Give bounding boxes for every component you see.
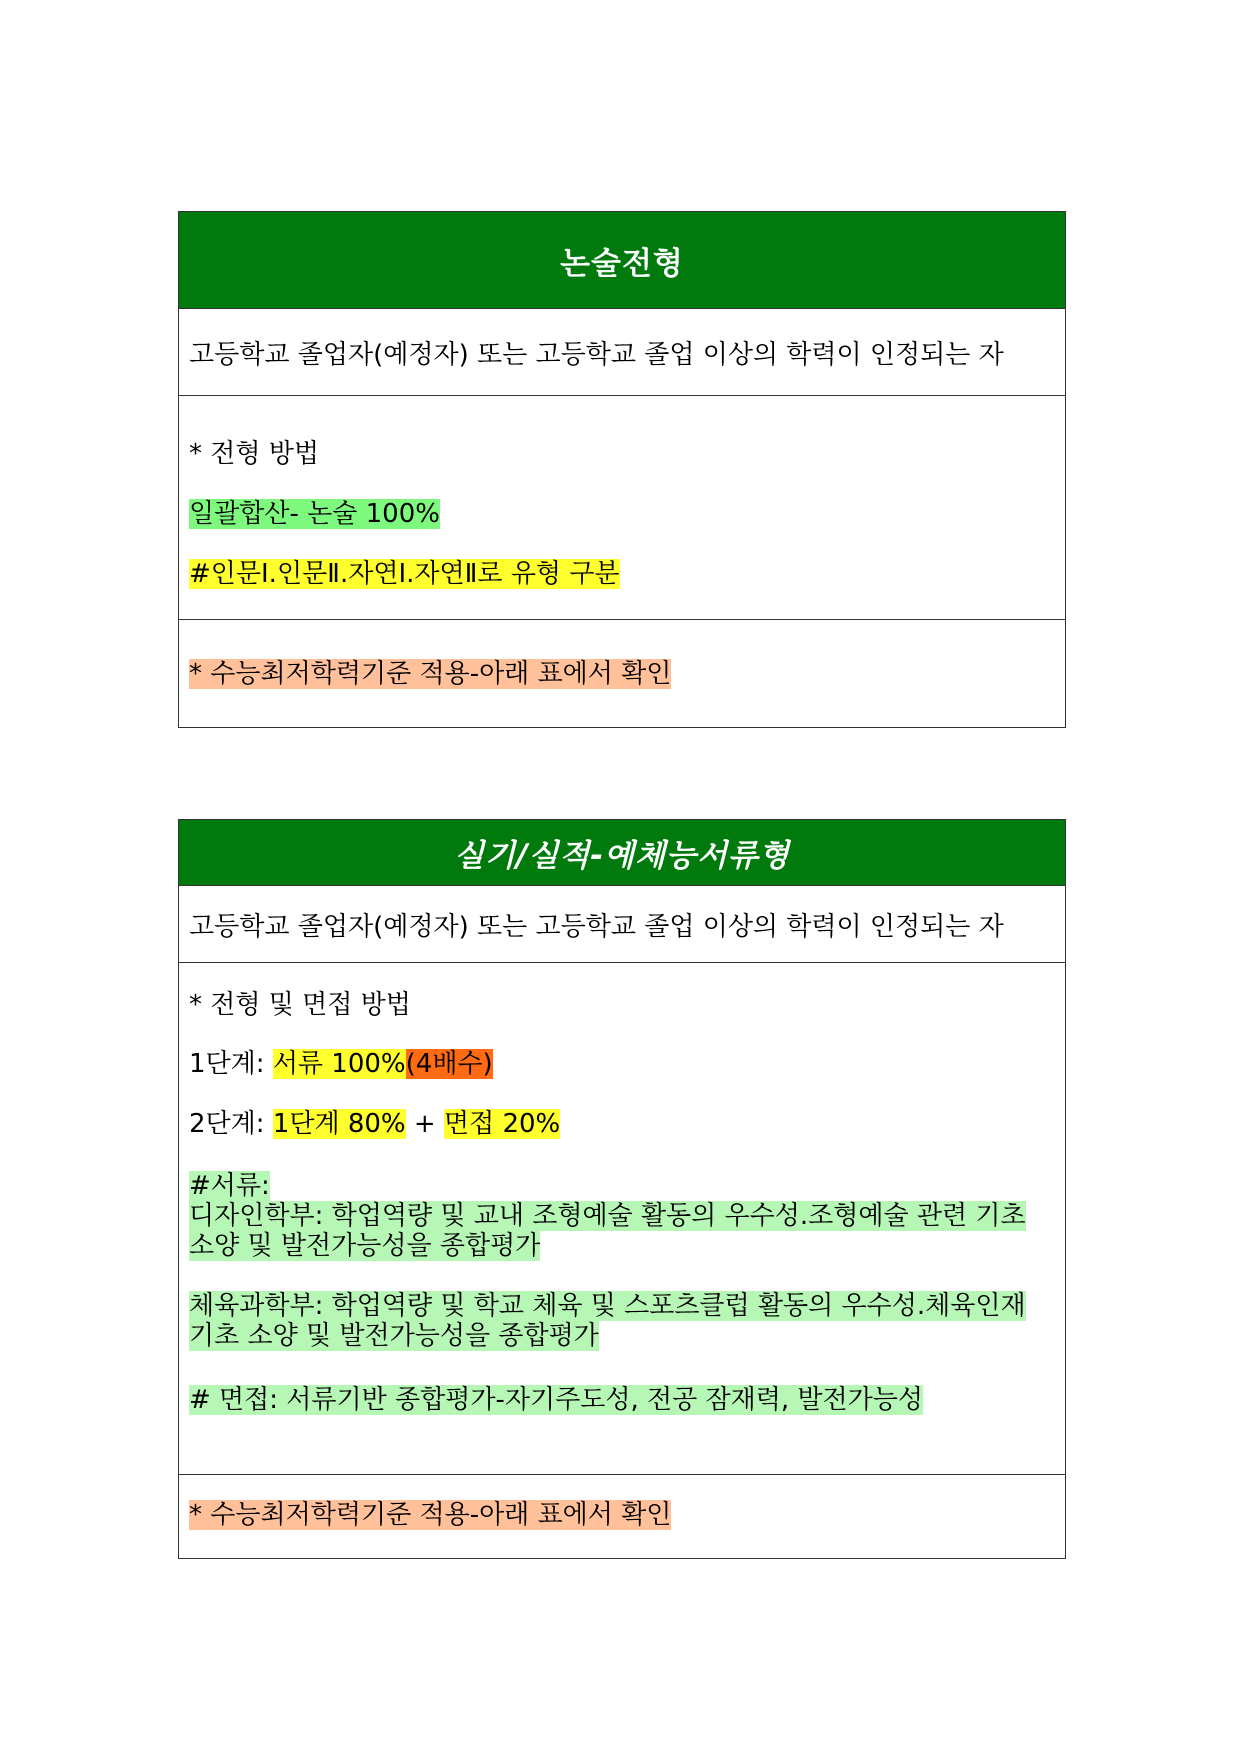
silgi-stage2-plus: + <box>405 1109 444 1139</box>
silgi-docs-design: 디자인학부: 학업역량 및 교내 조형예술 활동의 우수성.조형예술 관련 기초 소양 및 발전가능성을 종합평가 <box>189 1201 1026 1261</box>
nonsul-method-line2: #인문Ⅰ.인문Ⅱ.자연Ⅰ.자연Ⅱ로 유형 구분 <box>189 559 620 589</box>
silgi-docs-heading: #서류: <box>189 1171 270 1201</box>
silgi-stage1-multiplier: (4배수) <box>405 1049 493 1079</box>
silgi-stage1-label: 1단계: <box>189 1049 273 1079</box>
nonsul-csat-note: * 수능최저학력기준 적용-아래 표에서 확인 <box>189 659 672 689</box>
silgi-eligibility-text: 고등학교 졸업자(예정자) 또는 고등학교 졸업 이상의 학력이 인정되는 자 <box>189 911 1004 942</box>
nonsul-eligibility <box>179 309 1065 396</box>
silgi-stage1 <box>189 1048 493 1080</box>
nonsul-title: 논술전형 <box>179 212 1065 309</box>
silgi-docs-block <box>189 1171 1055 1261</box>
nonsul-method-line1: 일괄합산- 논술 100% <box>189 499 440 529</box>
silgi-interview: # 면접: 서류기반 종합평가-자기주도성, 전공 잠재력, 발전가능성 <box>189 1385 923 1415</box>
nonsul-method-heading: * 전형 방법 <box>189 439 319 469</box>
silgi-method-heading: * 전형 및 면접 방법 <box>189 990 411 1020</box>
silgi-title: 실기/실적-예체능서류형 <box>179 820 1065 886</box>
silgi-method-section <box>179 963 1065 1475</box>
silgi-csat-note: * 수능최저학력기준 적용-아래 표에서 확인 <box>189 1500 672 1530</box>
nonsul-note-section <box>179 620 1065 727</box>
silgi-eligibility <box>179 886 1065 963</box>
silgi-stage1-value: 서류 100% <box>272 1049 406 1079</box>
silgi-docs-sports: 체육과학부: 학업역량 및 학교 체육 및 스포츠클럽 활동의 우수성.체육인재 기초 소양 및 발전가능성을 종합평가 <box>189 1291 1026 1351</box>
silgi-stage2-value1: 1단계 80% <box>272 1109 406 1139</box>
nonsul-admission-table <box>178 211 1066 728</box>
silgi-stage2-label: 2단계: <box>189 1109 273 1139</box>
nonsul-eligibility-text: 고등학교 졸업자(예정자) 또는 고등학교 졸업 이상의 학력이 인정되는 자 <box>189 339 1004 370</box>
silgi-note-section <box>179 1475 1065 1558</box>
nonsul-method-section <box>179 396 1065 620</box>
silgi-stage2 <box>189 1108 560 1140</box>
silgi-stage2-value2: 면접 20% <box>443 1109 561 1139</box>
silgi-admission-table <box>178 819 1066 1559</box>
